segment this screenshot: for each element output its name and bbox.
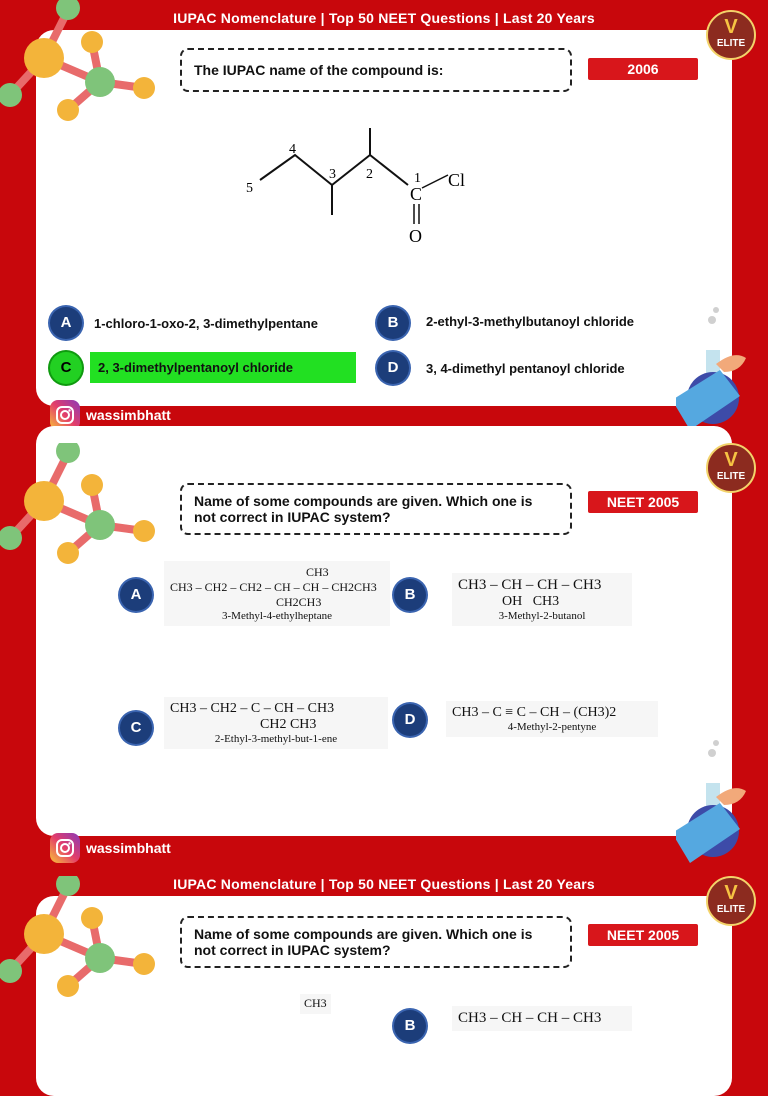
instagram-username: wassimbhatt [86,840,171,856]
chemical-structure [230,120,490,250]
option-a-top-group: CH3 [306,565,329,579]
slide-header: IUPAC Nomenclature | Top 50 NEET Questions | Last 20 Years [173,10,595,26]
atom-label-c: C [410,184,423,204]
molecule-decoration-icon [0,443,160,573]
elite-logo-icon [706,876,756,926]
option-a-top-group [300,994,331,1014]
option-c-text[interactable]: 2, 3-dimethylpentanoyl chloride [90,352,356,383]
option-d-name: 4-Methyl-2-pentyne [507,721,597,733]
atom-label-4: 4 [289,142,296,157]
slide-1 [0,0,768,433]
question-text: The IUPAC name of the compound is: [194,62,444,78]
elite-logo-label: ELITE [716,904,746,915]
elite-logo-label: ELITE [716,38,746,49]
option-c-button[interactable]: C [120,712,152,744]
option-a-button[interactable]: A [120,579,152,611]
slide-header: IUPAC Nomenclature | Top 50 NEET Questions | Last 20 Years [173,876,595,892]
option-b-formula: CH3 – CH – CH – CH3 [458,1010,602,1026]
year-badge: NEET 2005 [588,491,698,513]
atom-label-2: 2 [366,167,373,182]
instagram-username: wassimbhatt [86,407,171,423]
atom-label-cl: Cl [448,170,466,190]
molecule-decoration-icon [0,876,160,1006]
option-d-button[interactable]: D [394,704,426,736]
option-a-text[interactable]: 1-chloro-1-oxo-2, 3-dimethylpentane [94,316,318,331]
option-c-formula: CH3 – CH2 – C – CH – CH3 [170,701,335,716]
option-c-button[interactable]: C [50,352,82,384]
elite-logo-icon [706,443,756,493]
slide-2 [0,433,768,866]
option-d-formula: CH3 – C ≡ C – CH – (CH3)2 [452,705,617,720]
option-b-text[interactable]: 2-ethyl-3-methylbutanoyl chloride [426,314,635,329]
year-badge: NEET 2005 [588,924,698,946]
year-badge: 2006 [588,58,698,80]
option-b-structure[interactable] [452,1006,632,1031]
option-d-button[interactable]: D [377,352,409,384]
option-c-bottom-group: CH2 CH3 [260,717,317,732]
option-b-formula: CH3 – CH – CH – CH3 [458,577,602,593]
option-b-button[interactable]: B [394,1010,426,1042]
elite-logo-v: V [724,449,738,471]
scientist-flask-icon [676,290,768,430]
option-a-structure[interactable] [164,561,390,626]
question-text: Name of some compounds are given. Which one is not correct in IUPAC system? [194,926,533,958]
question-text: Name of some compounds are given. Which one is not correct in IUPAC system? [194,493,533,525]
elite-logo-icon [706,10,756,60]
option-a-formula: CH3 – CH2 – CH2 – CH – CH – CH2CH3 [170,580,377,594]
option-a-button[interactable]: A [50,307,82,339]
instagram-handle[interactable] [50,833,171,863]
question-box [180,916,572,968]
slide-header: IUPAC Nomenclature | Top 50 NEET Questions | Last 20 Years [173,443,595,459]
slide-3 [0,866,768,1034]
option-b-button[interactable]: B [394,579,426,611]
atom-label-o: O [409,226,422,246]
option-c-structure[interactable] [164,697,388,749]
question-box [180,483,572,535]
option-d-text[interactable]: 3, 4-dimethyl pentanoyl chloride [426,361,625,376]
atom-label-3: 3 [329,167,336,182]
instagram-icon [50,833,80,863]
atom-label-1: 1 [414,171,421,186]
question-box [180,48,572,92]
elite-logo-v: V [724,882,738,904]
atom-label-5: 5 [246,181,253,196]
elite-logo-label: ELITE [716,471,746,482]
scientist-flask-icon [676,723,768,863]
elite-logo-v: V [724,16,738,38]
option-b-bottom-group: OH CH3 [502,594,560,609]
option-b-name: 3-Methyl-2-butanol [498,610,586,622]
option-d-structure[interactable] [446,701,658,737]
option-b-button[interactable]: B [377,307,409,339]
option-b-structure[interactable] [452,573,632,626]
option-a-bottom-group: CH2CH3 [276,595,322,609]
option-c-name: 2-Ethyl-3-methyl-but-1-ene [214,733,338,745]
option-a-name: 3-Methyl-4-ethylheptane [222,610,332,622]
option-a-top-text: CH3 [304,996,327,1010]
